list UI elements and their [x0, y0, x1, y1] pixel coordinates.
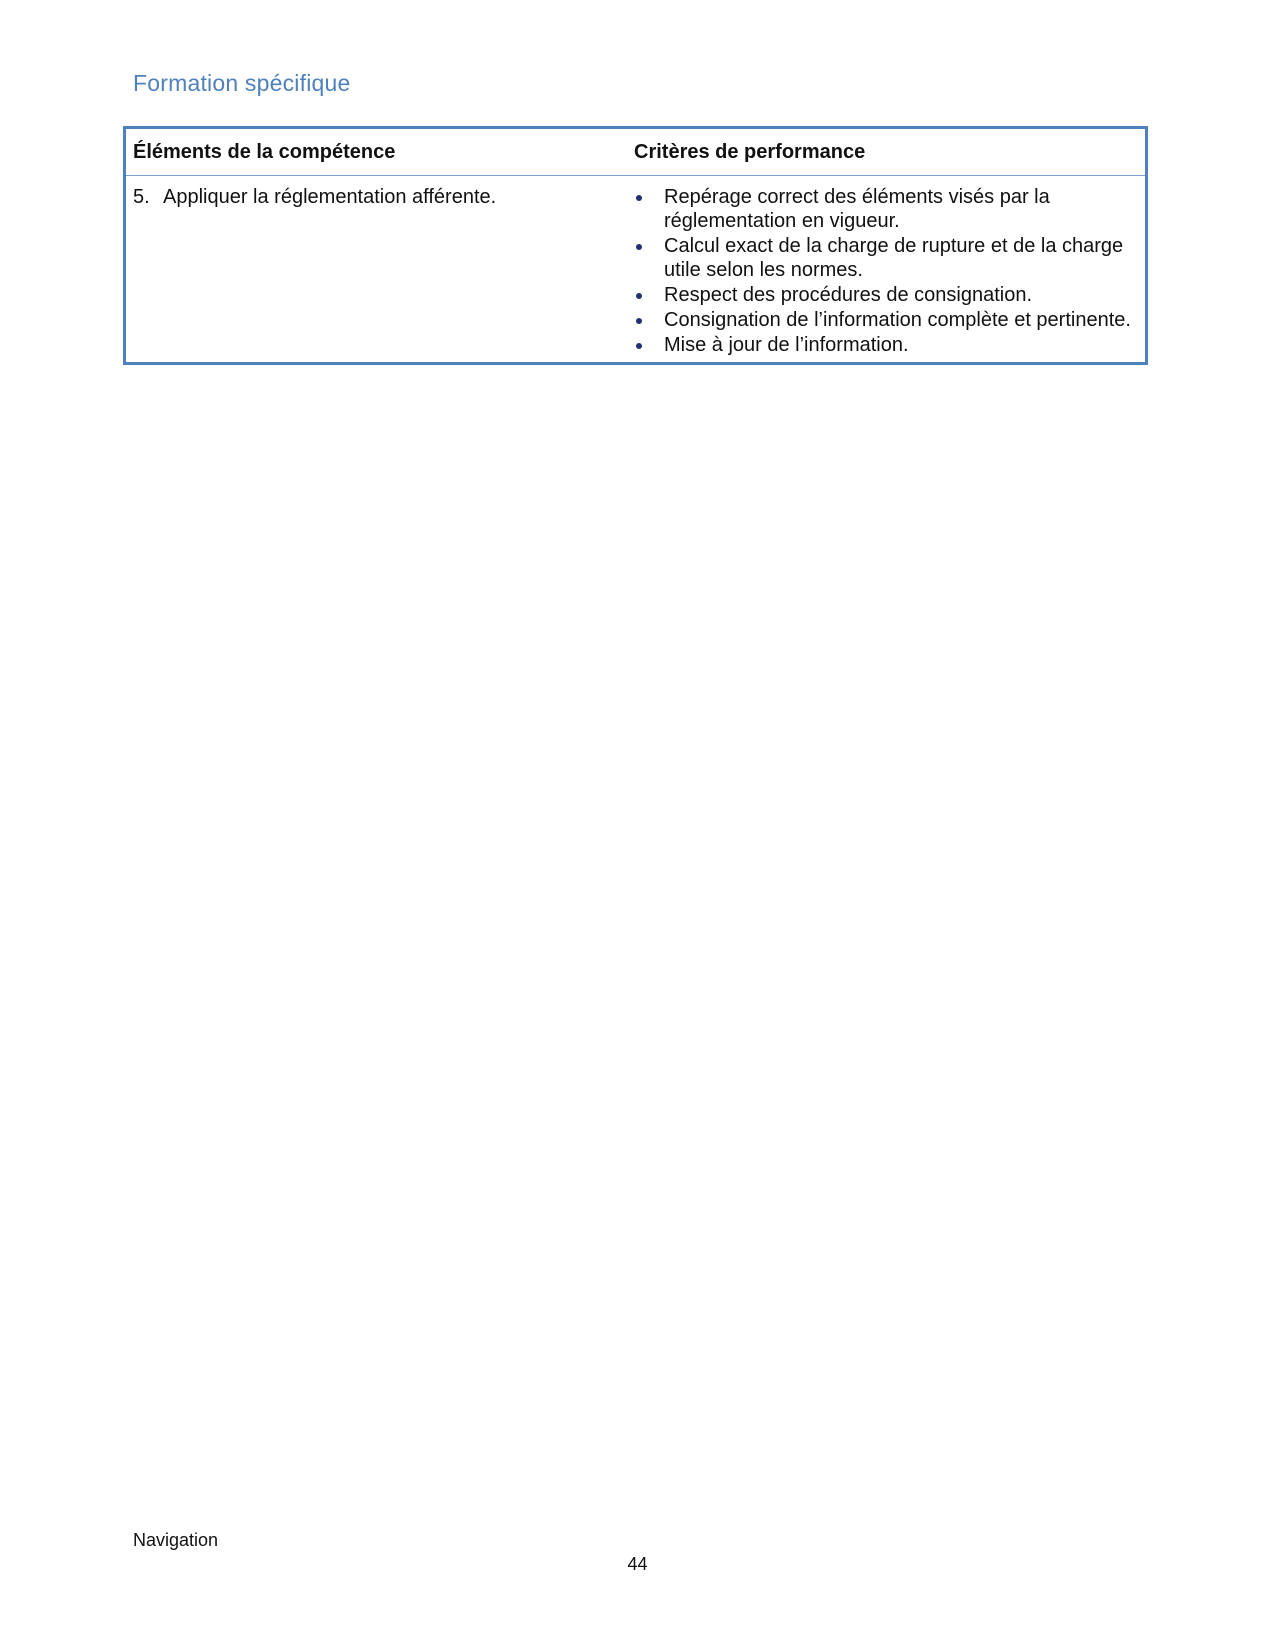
criteria-text: Respect des procédures de consignation. [664, 284, 1033, 306]
criteria-item [634, 333, 1135, 357]
competence-table [123, 126, 1148, 365]
footer-label: Navigation [133, 1530, 219, 1550]
header-criteria: Critères de performance [634, 140, 866, 163]
criteria-cell [634, 185, 1145, 358]
bullet-icon [636, 244, 642, 250]
element-number: 5. [133, 186, 150, 208]
criteria-item [634, 185, 1135, 233]
table-header-row [126, 129, 1145, 176]
criteria-list [634, 185, 1135, 357]
criteria-item [634, 234, 1135, 282]
element-text: Appliquer la réglementation afférente. [163, 186, 497, 208]
element-item [133, 185, 634, 209]
bullet-icon [636, 293, 642, 299]
bullet-icon [636, 343, 642, 349]
bullet-icon [636, 318, 642, 324]
criteria-text: Consignation de l’information complète et pertinente. [664, 309, 1131, 331]
criteria-item [634, 308, 1135, 332]
page-number: 44 [627, 1554, 648, 1574]
bullet-icon [636, 195, 642, 201]
header-elements: Éléments de la compétence [133, 140, 396, 163]
criteria-text: Calcul exact de la charge de rupture et de la charge utile selon les normes. [664, 235, 1124, 281]
section-title: Formation spécifique [133, 70, 351, 96]
criteria-text: Mise à jour de l’information. [664, 334, 909, 356]
element-cell [126, 185, 634, 358]
criteria-text: Repérage correct des éléments visés par la réglementation en vigueur. [664, 186, 1050, 232]
table-row [126, 176, 1145, 362]
criteria-item [634, 283, 1135, 307]
